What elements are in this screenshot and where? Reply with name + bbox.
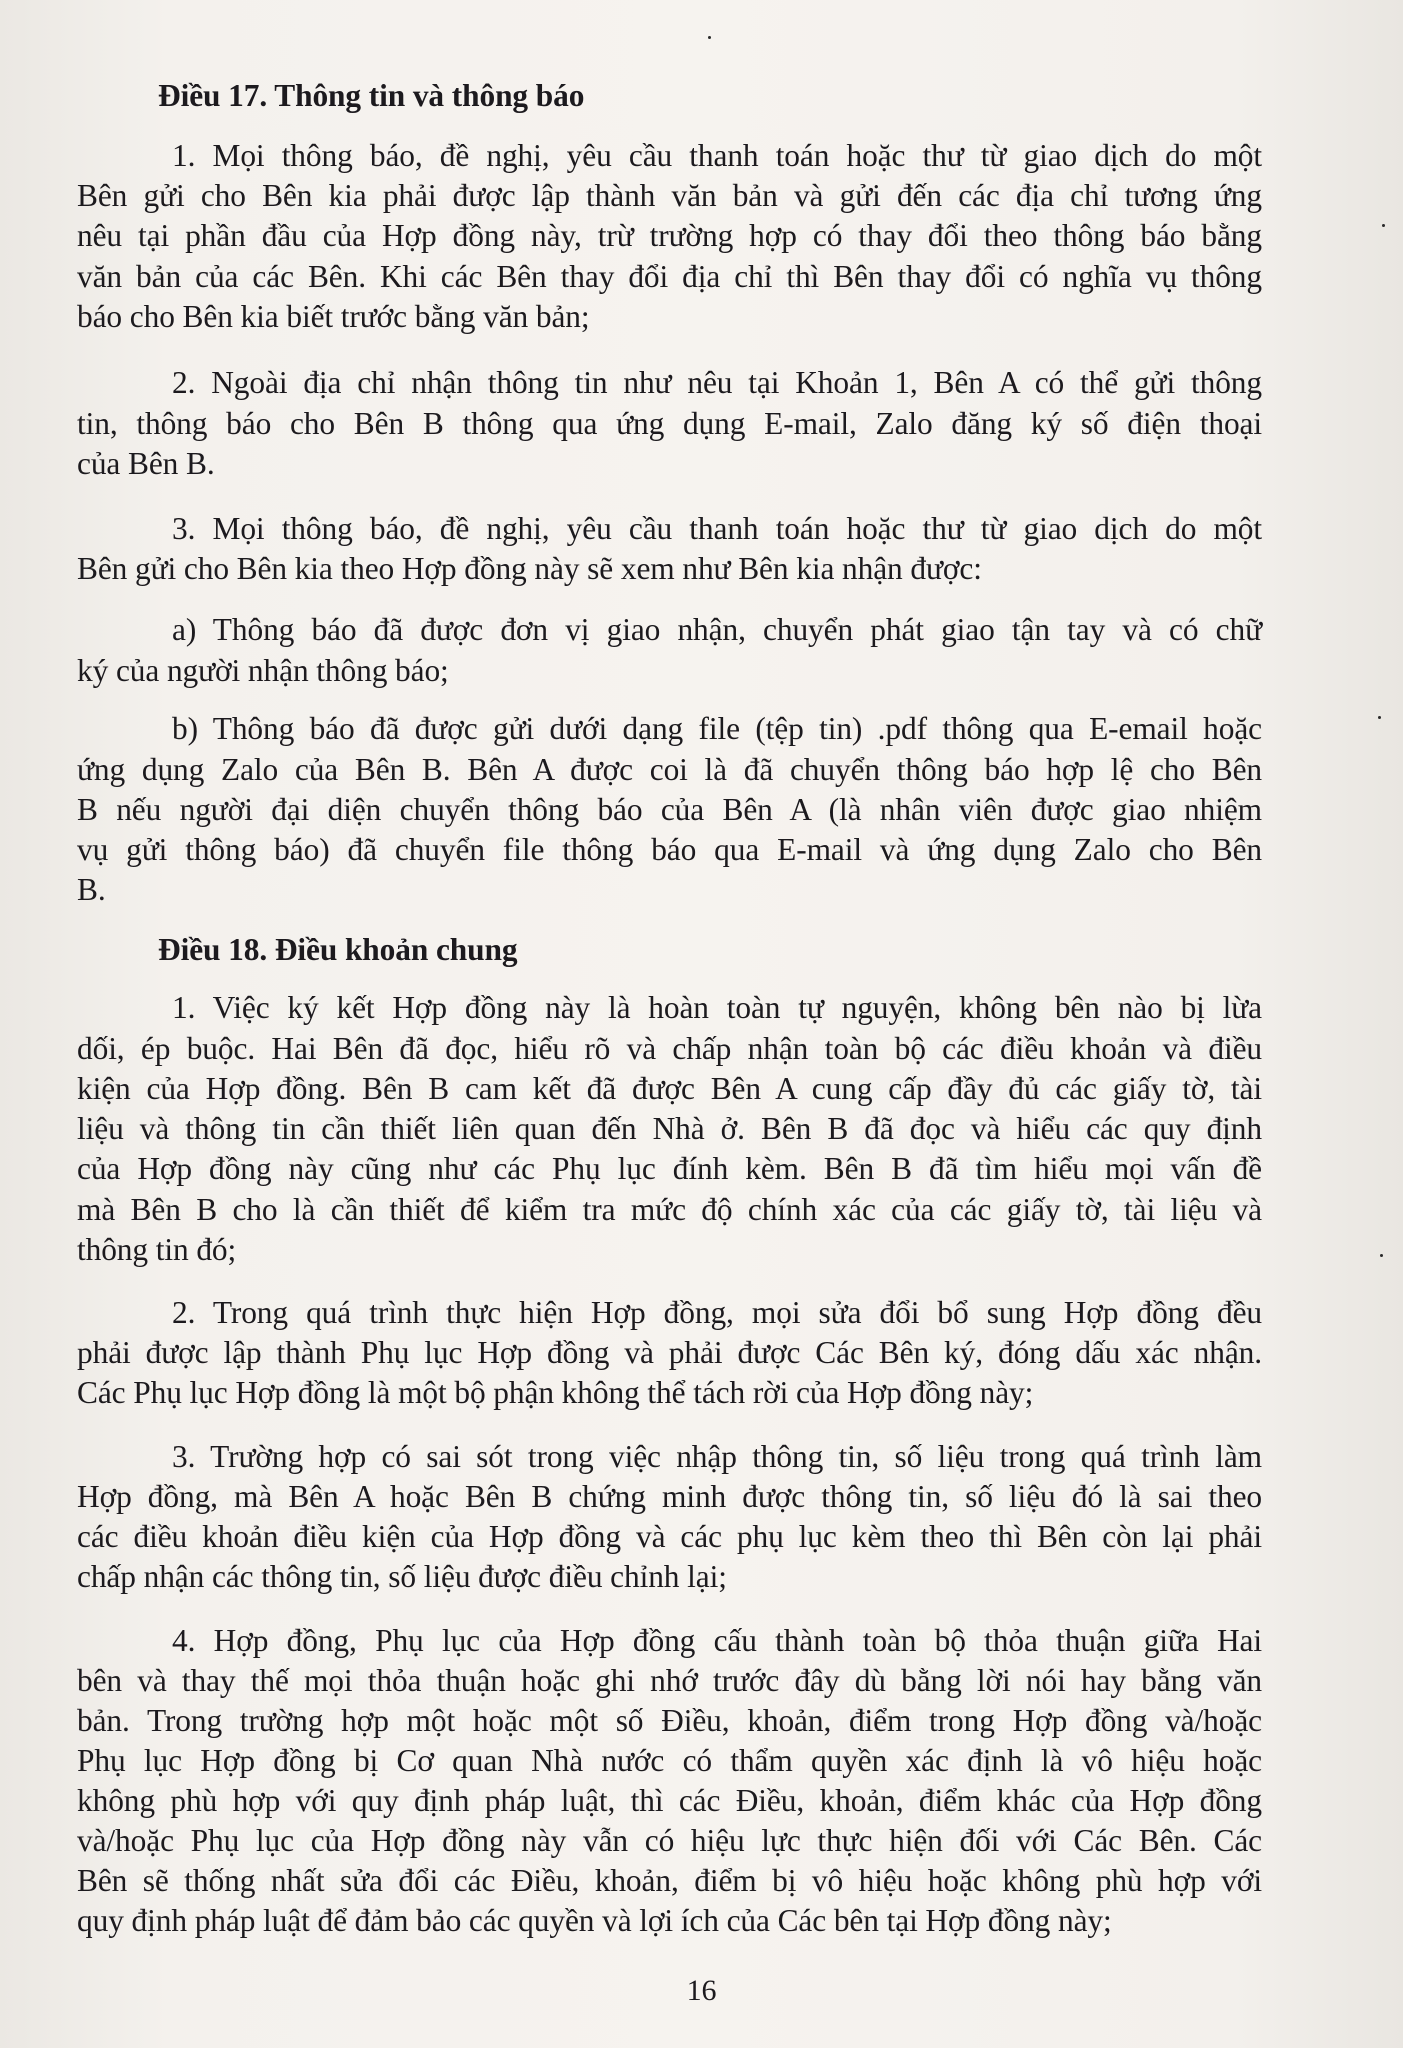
text-line: thông tin đó;: [77, 1232, 237, 1267]
text-line: tin, thông báo cho Bên B thông qua ứng dụng E-mail, Zalo đăng ký số điện thoại: [77, 406, 1262, 441]
text-line: 1. Việc ký kết Hợp đồng này là hoàn toàn tự nguyện, không bên nào bị lừa: [172, 990, 1262, 1025]
text-line: 1. Mọi thông báo, đề nghị, yêu cầu thanh toán hoặc thư từ giao dịch do một: [172, 138, 1262, 173]
text-line: phải được lập thành Phụ lục Hợp đồng và phải được Các Bên ký, đóng dấu xác nhận.: [77, 1335, 1262, 1370]
text-line: mà Bên B cho là cần thiết để kiểm tra mức độ chính xác của các giấy tờ, tài liệu và: [77, 1192, 1262, 1227]
text-line: bản. Trong trường hợp một hoặc một số Điều, khoản, điểm trong Hợp đồng và/hoặc: [77, 1703, 1262, 1738]
article-17-heading: Điều 17. Thông tin và thông báo: [158, 78, 585, 113]
text-line: B.: [77, 872, 106, 907]
page-number: 16: [686, 1974, 717, 2007]
text-line: b) Thông báo đã được gửi dưới dạng file (tệp tin) .pdf thông qua E-email hoặc: [172, 711, 1262, 746]
text-line: Hợp đồng, mà Bên A hoặc Bên B chứng minh được thông tin, số liệu đó là sai theo: [77, 1479, 1262, 1514]
text-line: 4. Hợp đồng, Phụ lục của Hợp đồng cấu thành toàn bộ thỏa thuận giữa Hai: [172, 1623, 1262, 1658]
text-line: chấp nhận các thông tin, số liệu được điều chỉnh lại;: [77, 1559, 727, 1594]
scan-speck: [708, 36, 711, 39]
text-line: và/hoặc Phụ lục của Hợp đồng này vẫn có hiệu lực thực hiện đối với Các Bên. Các: [77, 1823, 1262, 1858]
text-line: 2. Trong quá trình thực hiện Hợp đồng, mọi sửa đổi bổ sung Hợp đồng đều: [172, 1295, 1262, 1330]
scan-speck: [1378, 716, 1381, 719]
article-18-heading: Điều 18. Điều khoản chung: [158, 932, 518, 967]
text-line: các điều khoản điều kiện của Hợp đồng và các phụ lục kèm theo thì Bên còn lại phải: [77, 1519, 1262, 1554]
text-line: vụ gửi thông báo) đã chuyển file thông báo qua E-mail và ứng dụng Zalo cho Bên: [77, 832, 1262, 867]
text-line: Bên gửi cho Bên kia theo Hợp đồng này sẽ xem như Bên kia nhận được:: [77, 551, 982, 586]
text-line: bên và thay thế mọi thỏa thuận hoặc ghi nhớ trước đây dù bằng lời nói hay bằng văn: [77, 1663, 1262, 1698]
text-line: Bên sẽ thống nhất sửa đổi các Điều, khoản, điểm bị vô hiệu hoặc không phù hợp với: [77, 1863, 1262, 1898]
text-line: dối, ép buộc. Hai Bên đã đọc, hiểu rõ và chấp nhận toàn bộ các điều khoản và điều: [77, 1031, 1262, 1066]
scan-speck: [1382, 224, 1385, 227]
text-line: 2. Ngoài địa chỉ nhận thông tin như nêu tại Khoản 1, Bên A có thể gửi thông: [172, 365, 1262, 400]
text-line: 3. Mọi thông báo, đề nghị, yêu cầu thanh toán hoặc thư từ giao dịch do một: [172, 511, 1262, 546]
text-line: không phù hợp với quy định pháp luật, thì các Điều, khoản, điểm khác của Hợp đồng: [77, 1783, 1262, 1818]
text-line: Bên gửi cho Bên kia phải được lập thành văn bản và gửi đến các địa chỉ tương ứng: [77, 178, 1262, 213]
text-line: liệu và thông tin cần thiết liên quan đến Nhà ở. Bên B đã đọc và hiểu các quy định: [77, 1111, 1262, 1146]
text-line: của Hợp đồng này cũng như các Phụ lục đính kèm. Bên B đã tìm hiểu mọi vấn đề: [77, 1151, 1262, 1186]
text-line: ký của người nhận thông báo;: [77, 653, 449, 688]
text-line: của Bên B.: [77, 446, 215, 481]
text-line: a) Thông báo đã được đơn vị giao nhận, chuyển phát giao tận tay và có chữ: [172, 612, 1262, 647]
text-line: Phụ lục Hợp đồng bị Cơ quan Nhà nước có thẩm quyền xác định là vô hiệu hoặc: [77, 1743, 1262, 1778]
scan-speck: [1380, 1254, 1383, 1257]
text-line: kiện của Hợp đồng. Bên B cam kết đã được Bên A cung cấp đầy đủ các giấy tờ, tài: [77, 1071, 1262, 1106]
text-line: ứng dụng Zalo của Bên B. Bên A được coi là đã chuyển thông báo hợp lệ cho Bên: [77, 752, 1262, 787]
text-line: văn bản của các Bên. Khi các Bên thay đổi địa chỉ thì Bên thay đổi có nghĩa vụ thông: [77, 259, 1262, 294]
text-line: 3. Trường hợp có sai sót trong việc nhập thông tin, số liệu trong quá trình làm: [172, 1439, 1262, 1474]
text-line: nêu tại phần đầu của Hợp đồng này, trừ trường hợp có thay đổi theo thông báo bằng: [77, 218, 1262, 253]
text-line: B nếu người đại diện chuyển thông báo của Bên A (là nhân viên được giao nhiệm: [77, 792, 1262, 827]
text-line: quy định pháp luật để đảm bảo các quyền và lợi ích của Các bên tại Hợp đồng này;: [77, 1903, 1112, 1938]
text-line: báo cho Bên kia biết trước bằng văn bản;: [77, 299, 590, 334]
text-line: Các Phụ lục Hợp đồng là một bộ phận không thể tách rời của Hợp đồng này;: [77, 1375, 1034, 1410]
